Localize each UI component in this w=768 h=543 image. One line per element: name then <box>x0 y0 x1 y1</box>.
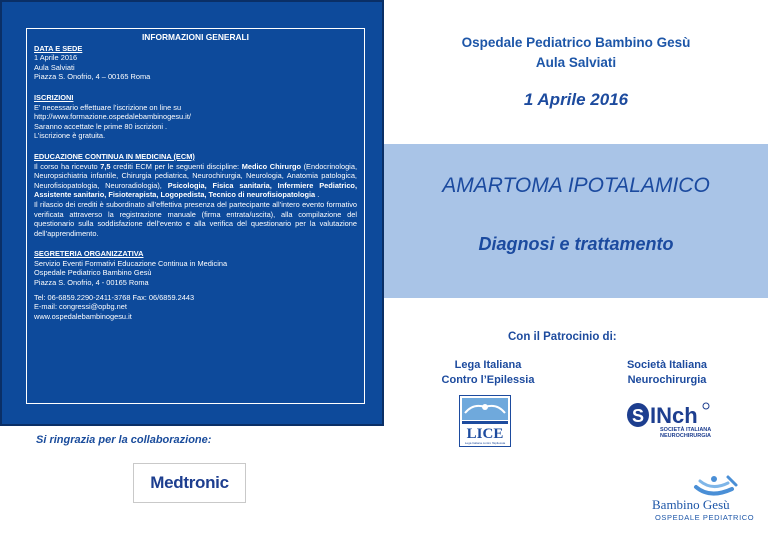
secretariat-heading: SEGRETERIA ORGANIZZATIVA <box>34 249 144 259</box>
ecm-heading: EDUCAZIONE CONTINUA IN MEDICINA (ECM) <box>34 151 195 161</box>
secretariat-line: Piazza S. Onofrio, 4 - 00165 Roma <box>34 278 149 288</box>
medtronic-wordmark: Medtronic <box>150 473 229 492</box>
date-place-heading: DATA E SEDE <box>34 43 83 53</box>
registration-link[interactable]: http://www.formazione.ospedalebambinogesu.it/ <box>34 112 191 122</box>
svg-text:SOCIETÀ ITALIANA: SOCIETÀ ITALIANA <box>660 427 712 433</box>
venue-name: Aula Salviati <box>535 55 617 70</box>
venue-line: Aula Salviati <box>34 62 75 72</box>
patronage-heading: Con il Patrocinio di: <box>508 331 617 343</box>
ecm-paragraph-2: Il rilascio dei crediti è subordinato all’effettiva presenza del partecipante all’intero evento formativo verificata attraverso la registrazione manuale (firma entrata/uscita), alla compilazione del questionario sulla soddisfazione dell’evento e alla verifica del questionario per la valutazione dell’apprendimento. <box>34 199 357 238</box>
website-link[interactable]: www.ospedalebambinogesu.it <box>34 311 132 321</box>
info-title: INFORMAZIONI GENERALI <box>141 32 249 42</box>
event-date: 1 Aprile 2016 <box>523 90 629 109</box>
medtronic-logo <box>133 463 246 503</box>
svg-text:INch: INch <box>650 403 698 428</box>
date-line: 1 Aprile 2016 <box>34 53 78 63</box>
secretariat-line: Ospedale Pediatrico Bambino Gesù <box>34 268 152 278</box>
svg-text:Lega Italiana contro l'Epiless: Lega Italiana contro l'Epilessia <box>464 441 506 445</box>
email-link[interactable]: E-mail: congressi@opbg.net <box>34 302 127 312</box>
event-subtitle: Diagnosi e trattamento <box>478 234 674 254</box>
ecm-paragraph: Il corso ha ricevuto 7,5 crediti ECM per le seguenti discipline: Medico Chirurgo (Endocrinologia, Neuropsichiatria infantile, Chirurgia pediatrica, Neurochirurgia, Neurologia, Anatomia patologica, Neurofisiopatologia, Neuroradiologia), Psicologia, Fisica sanitaria, Infermiere Pediatrico, Assistente sanitario, Fisioterapista, Logopedista, Tecnico di neurofisiopatologia . <box>34 161 357 200</box>
registration-line: E’ necessario effettuare l’iscrizione on line su <box>34 102 182 112</box>
registration-line: Saranno accettate le prime 80 iscrizioni . <box>34 121 168 131</box>
patron-lice-name: Lega Italiana Contro l’Epilessia <box>441 359 535 386</box>
title-band <box>384 144 768 298</box>
svg-text:LICE: LICE <box>466 426 504 442</box>
patron-sinch-name: Società Italiana Neurochirurgia <box>626 359 708 386</box>
svg-text:S: S <box>631 406 645 426</box>
svg-text:NEUROCHIRURGIA: NEUROCHIRURGIA <box>660 433 712 439</box>
phone-line: Tel: 06-6859.2290-2411-3768 Fax: 06/6859.2443 <box>34 292 195 302</box>
info-panel <box>0 0 384 426</box>
secretariat-line: Servizio Eventi Formativi Educazione Continua in Medicina <box>34 258 228 268</box>
address-line: Piazza S. Onofrio, 4 – 00165 Roma <box>34 72 151 82</box>
bambino-gesu-wordmark: Bambino Gesù <box>652 497 730 512</box>
hospital-name: Ospedale Pediatrico Bambino Gesù <box>461 35 691 50</box>
registration-heading: ISCRIZIONI <box>34 92 74 102</box>
bambino-gesu-subtitle: OSPEDALE PEDIATRICO <box>655 513 755 522</box>
thanks-text: Si ringrazia per la collaborazione: <box>36 434 212 446</box>
event-title: AMARTOMA IPOTALAMICO <box>442 174 710 197</box>
registration-line: L’iscrizione è gratuita. <box>34 131 106 141</box>
info-box <box>26 28 365 404</box>
sinch-logo-icon <box>626 399 712 439</box>
lice-logo-icon <box>459 395 511 447</box>
